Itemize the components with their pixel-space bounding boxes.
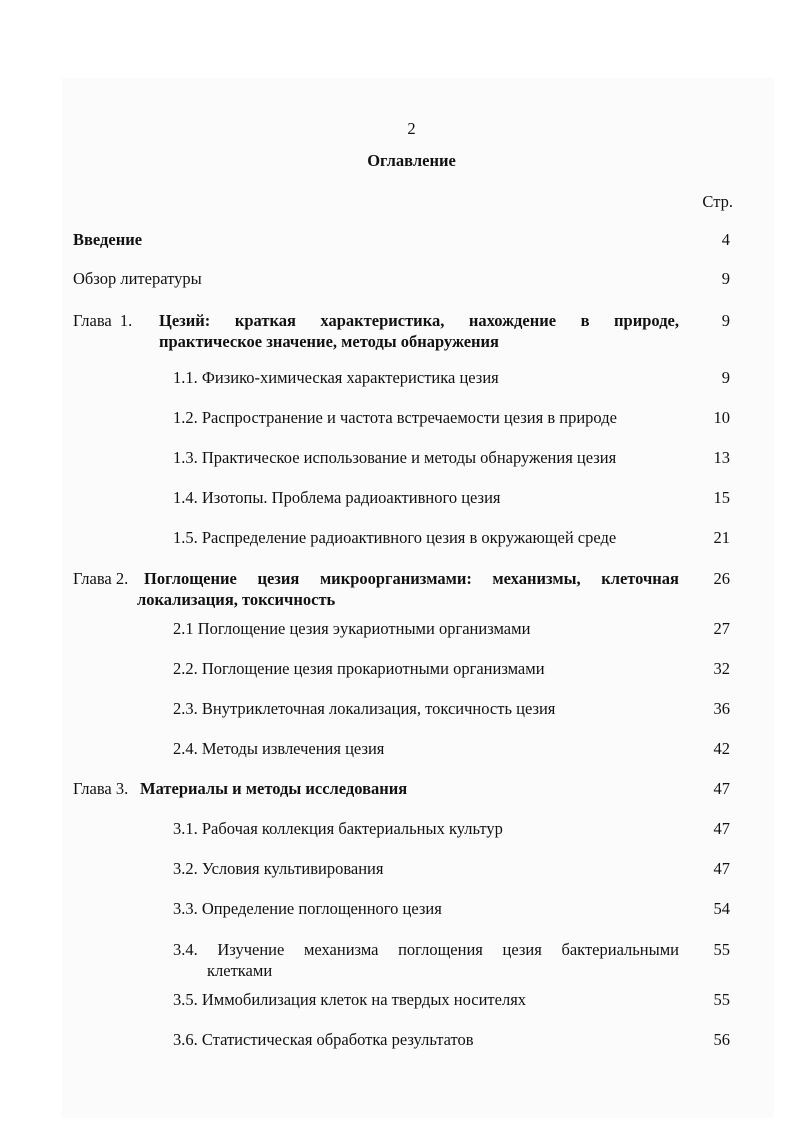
toc-page: 47 <box>713 779 730 798</box>
toc-section: 3.5. Иммобилизация клеток на твердых носителях <box>173 990 527 1009</box>
chapter-title-line1: Поглощение цезия микроорганизмами: механизмы, клеточная <box>144 569 679 588</box>
page-number: 2 <box>407 119 416 138</box>
chapter-title-line2: локализация, токсичность <box>137 590 336 609</box>
toc-literature-review: Обзор литературы <box>73 269 202 288</box>
toc-section: 2.4. Методы извлечения цезия <box>173 739 385 758</box>
toc-section: 1.1. Физико-химическая характеристика цезия <box>173 368 499 387</box>
toc-page: 27 <box>713 619 730 638</box>
toc-page: 9 <box>721 311 730 330</box>
toc-intro: Введение <box>73 230 143 249</box>
toc-page: 47 <box>713 859 730 878</box>
toc-section: 3.3. Определение поглощенного цезия <box>173 899 442 918</box>
toc-page: 42 <box>713 739 730 758</box>
toc-page: 56 <box>713 1030 730 1049</box>
toc-section: 1.3. Практическое использование и методы обнаружения цезия <box>173 448 617 467</box>
toc-section: 2.3. Внутриклеточная локализация, токсичность цезия <box>173 699 556 718</box>
toc-section: 3.6. Статистическая обработка результатов <box>173 1030 474 1049</box>
toc-page: 55 <box>713 940 730 959</box>
toc-page: 9 <box>721 368 730 387</box>
toc-page: 10 <box>713 408 730 427</box>
toc-page: 21 <box>713 528 730 547</box>
toc-section-line2: клетками <box>207 961 273 980</box>
toc-section: 1.2. Распространение и частота встречаемости цезия в природе <box>173 408 617 427</box>
chapter-title-line1: Цезий: краткая характеристика, нахождение в природе, <box>159 311 679 330</box>
toc-section: 3.4. Изучение механизма поглощения цезия бактериальными <box>173 940 679 959</box>
toc-section: 1.5. Распределение радиоактивного цезия в окружающей среде <box>173 528 617 547</box>
page-column-label: Стр. <box>702 192 733 211</box>
toc-page: 4 <box>721 230 730 249</box>
toc-page: 26 <box>713 569 730 588</box>
toc-page: 47 <box>713 819 730 838</box>
toc-page: 32 <box>713 659 730 678</box>
toc-page: 54 <box>713 899 730 918</box>
toc-section: 2.2. Поглощение цезия прокариотными организмами <box>173 659 545 678</box>
toc-title: Оглавление <box>367 151 456 170</box>
chapter-title-line2: практическое значение, методы обнаружения <box>159 332 499 351</box>
toc-page: 36 <box>713 699 730 718</box>
chapter-title-line1: Материалы и методы исследования <box>140 779 408 798</box>
toc-section: 3.2. Условия культивирования <box>173 859 384 878</box>
toc-page: 13 <box>713 448 730 467</box>
toc-section: 1.4. Изотопы. Проблема радиоактивного цезия <box>173 488 501 507</box>
toc-section: 3.1. Рабочая коллекция бактериальных культур <box>173 819 503 838</box>
chapter-prefix: Глава 2. <box>73 569 129 588</box>
toc-page: 9 <box>721 269 730 288</box>
chapter-prefix: Глава 1. <box>73 311 133 330</box>
toc-page: 15 <box>713 488 730 507</box>
chapter-prefix: Глава 3. <box>73 779 129 798</box>
toc-section: 2.1 Поглощение цезия эукариотными организмами <box>173 619 531 638</box>
toc-page: 55 <box>713 990 730 1009</box>
